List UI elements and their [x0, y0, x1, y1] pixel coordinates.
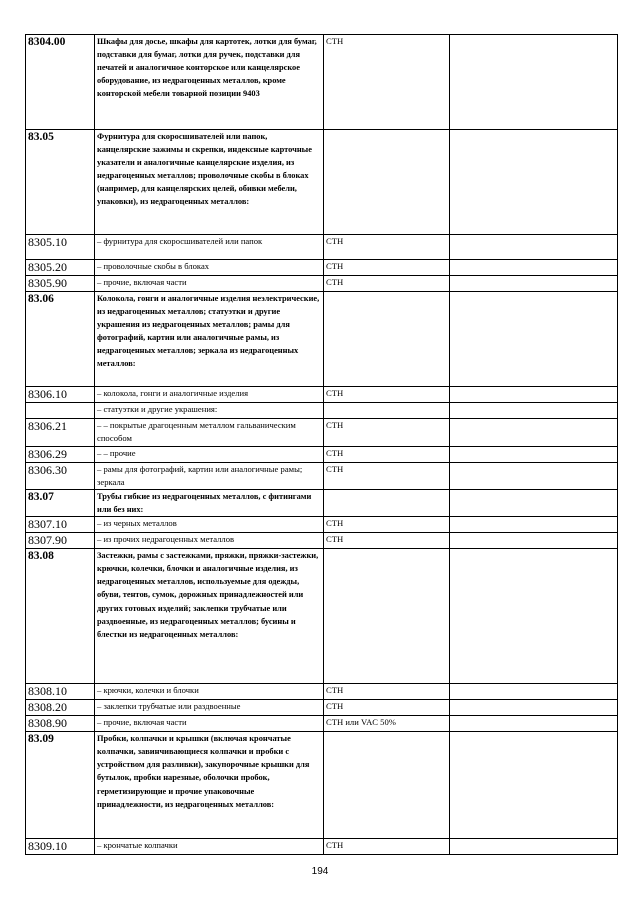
- table-row: [26, 403, 618, 419]
- tax-cell: СТН: [324, 700, 450, 716]
- description-cell: – прочие, включая части: [95, 716, 324, 732]
- code-cell: 83.09: [26, 732, 95, 839]
- table-row: [26, 700, 618, 716]
- empty-cell: [450, 700, 618, 716]
- code-cell: 8308.10: [26, 684, 95, 700]
- tax-cell: [324, 403, 450, 419]
- empty-cell: [450, 35, 618, 130]
- empty-cell: [450, 490, 618, 517]
- table-row: [26, 684, 618, 700]
- table-row: [26, 463, 618, 490]
- description-cell: Фурнитура для скоросшивателей или папок, канцелярские зажимы и скрепки, индексные карточные указатели и аналогичные канцелярские изделия, из недрагоценных металлов; проволочные скобы в блоках (например, для канцелярских целей, обивки мебели, упаковки), из недрагоценных металлов:: [95, 130, 324, 235]
- tax-cell: СТН: [324, 533, 450, 549]
- empty-cell: [450, 260, 618, 276]
- tax-cell: СТН: [324, 276, 450, 292]
- description-cell: – из прочих недрагоценных металлов: [95, 533, 324, 549]
- empty-cell: [450, 130, 618, 235]
- description-cell: – рамы для фотографий, картин или аналогичные рамы; зеркала: [95, 463, 324, 490]
- table-row: [26, 276, 618, 292]
- empty-cell: [450, 447, 618, 463]
- empty-cell: [450, 276, 618, 292]
- table-row: [26, 387, 618, 403]
- code-cell: 8305.90: [26, 276, 95, 292]
- page-number: 194: [311, 866, 329, 877]
- table-row: [26, 235, 618, 260]
- code-cell: 8306.10: [26, 387, 95, 403]
- tax-cell: [324, 732, 450, 839]
- empty-cell: [450, 549, 618, 684]
- description-cell: – статуэтки и другие украшения:: [95, 403, 324, 419]
- code-cell: 83.08: [26, 549, 95, 684]
- table-row: [26, 35, 618, 130]
- tax-cell: СТН: [324, 517, 450, 533]
- tax-cell: СТН или VAC 50%: [324, 716, 450, 732]
- description-cell: Трубы гибкие из недрагоценных металлов, с фитингами или без них:: [95, 490, 324, 517]
- empty-cell: [450, 716, 618, 732]
- code-cell: 83.07: [26, 490, 95, 517]
- description-cell: – фурнитура для скоросшивателей или папок: [95, 235, 324, 260]
- tax-cell: СТН: [324, 260, 450, 276]
- description-cell: – прочие, включая части: [95, 276, 324, 292]
- code-cell: 8309.10: [26, 839, 95, 855]
- empty-cell: [450, 839, 618, 855]
- table-row: [26, 130, 618, 235]
- empty-cell: [450, 463, 618, 490]
- empty-cell: [450, 517, 618, 533]
- code-cell: [26, 403, 95, 419]
- tax-cell: СТН: [324, 463, 450, 490]
- table-row: [26, 517, 618, 533]
- description-cell: Колокола, гонги и аналогичные изделия неэлектрические, из недрагоценных металлов; статуэтки и другие украшения из недрагоценных металлов; рамы для фотографий, картин или аналогичные рамы, из недрагоценных металлов; зеркала из недрагоценных металлов:: [95, 292, 324, 387]
- table-row: [26, 716, 618, 732]
- description-cell: Шкафы для досье, шкафы для картотек, лотки для бумаг, подставки для бумаг, лотки для ручек, подставки для печатей и аналогичное конторское или канцелярское оборудование, из недрагоценных металлов, кроме конторской мебели товарной позиции 9403: [95, 35, 324, 130]
- tax-cell: [324, 490, 450, 517]
- tax-cell: СТН: [324, 447, 450, 463]
- empty-cell: [450, 403, 618, 419]
- code-cell: 8307.10: [26, 517, 95, 533]
- description-cell: – из черных металлов: [95, 517, 324, 533]
- empty-cell: [450, 533, 618, 549]
- table-row: [26, 260, 618, 276]
- code-cell: 83.05: [26, 130, 95, 235]
- code-cell: 8306.21: [26, 419, 95, 447]
- empty-cell: [450, 387, 618, 403]
- table-row: [26, 549, 618, 684]
- tax-cell: [324, 549, 450, 684]
- tax-cell: СТН: [324, 684, 450, 700]
- table-row: [26, 490, 618, 517]
- tax-cell: СТН: [324, 35, 450, 130]
- tax-cell: СТН: [324, 387, 450, 403]
- tax-cell: [324, 292, 450, 387]
- description-cell: – заклепки трубчатые или раздвоенные: [95, 700, 324, 716]
- description-cell: – крончатые колпачки: [95, 839, 324, 855]
- empty-cell: [450, 235, 618, 260]
- code-cell: 8308.90: [26, 716, 95, 732]
- code-cell: 8305.20: [26, 260, 95, 276]
- tax-cell: СТН: [324, 839, 450, 855]
- code-cell: 8306.29: [26, 447, 95, 463]
- code-cell: 8306.30: [26, 463, 95, 490]
- table-row: [26, 447, 618, 463]
- tax-cell: [324, 130, 450, 235]
- description-cell: Застежки, рамы с застежками, пряжки, пряжки-застежки, крючки, колечки, блочки и аналогичные изделия, из недрагоценных металлов, используемые для одежды, обуви, тентов, сумок, дорожных принадлежностей или других готовых изделий; заклепки трубчатые или раздвоенные, из недрагоценных металлов; бусины и блестки из недрагоценных металлов:: [95, 549, 324, 684]
- tax-cell: СТН: [324, 235, 450, 260]
- empty-cell: [450, 684, 618, 700]
- description-cell: – крючки, колечки и блочки: [95, 684, 324, 700]
- description-cell: – проволочные скобы в блоках: [95, 260, 324, 276]
- table-row: [26, 533, 618, 549]
- code-cell: 83.06: [26, 292, 95, 387]
- empty-cell: [450, 732, 618, 839]
- tariff-table: [25, 34, 618, 855]
- table-row: [26, 419, 618, 447]
- code-cell: 8307.90: [26, 533, 95, 549]
- description-cell: Пробки, колпачки и крышки (включая крончатые колпачки, завинчивающиеся колпачки и пробки с устройством для разливки), закупорочные крышки для бутылок, пробки нарезные, оболочки пробок, герметизирующие и прочие упаковочные принадлежности, из недрагоценных металлов:: [95, 732, 324, 839]
- empty-cell: [450, 292, 618, 387]
- code-cell: 8308.20: [26, 700, 95, 716]
- empty-cell: [450, 419, 618, 447]
- description-cell: – колокола, гонги и аналогичные изделия: [95, 387, 324, 403]
- description-cell: – – прочие: [95, 447, 324, 463]
- tax-cell: СТН: [324, 419, 450, 447]
- code-cell: 8305.10: [26, 235, 95, 260]
- code-cell: 8304.00: [26, 35, 95, 130]
- table-row: [26, 292, 618, 387]
- table-row: [26, 732, 618, 839]
- description-cell: – – покрытые драгоценным металлом гальваническим способом: [95, 419, 324, 447]
- table-row: [26, 839, 618, 855]
